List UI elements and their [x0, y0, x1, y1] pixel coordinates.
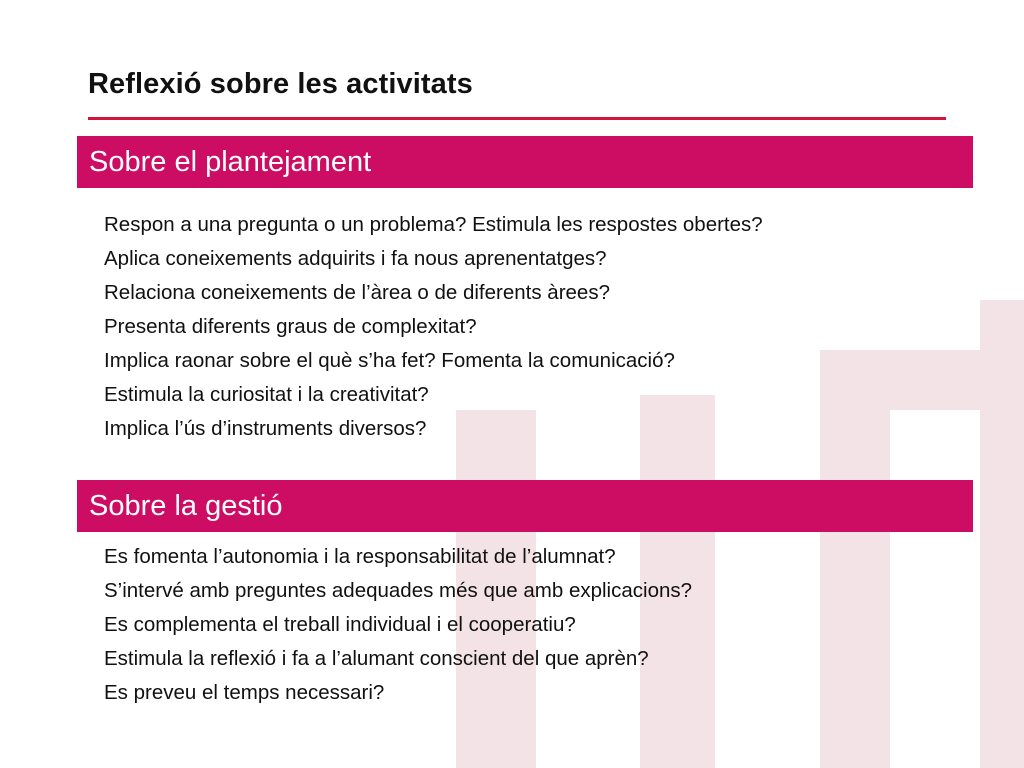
list-item: Implica l’ús d’instruments diversos? — [104, 417, 427, 440]
list-item: S’intervé amb preguntes adequades més que amb explicacions? — [104, 579, 693, 602]
section-heading-gestio: Sobre la gestió — [77, 480, 973, 532]
list-item: Presenta diferents graus de complexitat? — [104, 315, 477, 338]
list-item: Es preveu el temps necessari? — [104, 681, 385, 704]
page-title: Reflexió sobre les activitats — [88, 68, 473, 100]
question-list-gestio — [104, 540, 692, 710]
title-divider — [88, 117, 946, 120]
list-item: Implica raonar sobre el què s’ha fet? Fomenta la comunicació? — [104, 349, 675, 372]
list-item: Es complementa el treball individual i el cooperatiu? — [104, 613, 576, 636]
list-item: Estimula la reflexió i fa a l’alumant conscient del que aprèn? — [104, 647, 649, 670]
list-item: Aplica coneixements adquirits i fa nous aprenentatges? — [104, 247, 607, 270]
list-item: Respon a una pregunta o un problema? Estimula les respostes obertes? — [104, 213, 763, 236]
section-heading-plantejament: Sobre el plantejament — [77, 136, 973, 188]
list-item: Estimula la curiositat i la creativitat? — [104, 383, 429, 406]
question-list-plantejament — [104, 208, 763, 446]
list-item: Es fomenta l’autonomia i la responsabilitat de l’alumnat? — [104, 545, 616, 568]
list-item: Relaciona coneixements de l’àrea o de diferents àrees? — [104, 281, 610, 304]
